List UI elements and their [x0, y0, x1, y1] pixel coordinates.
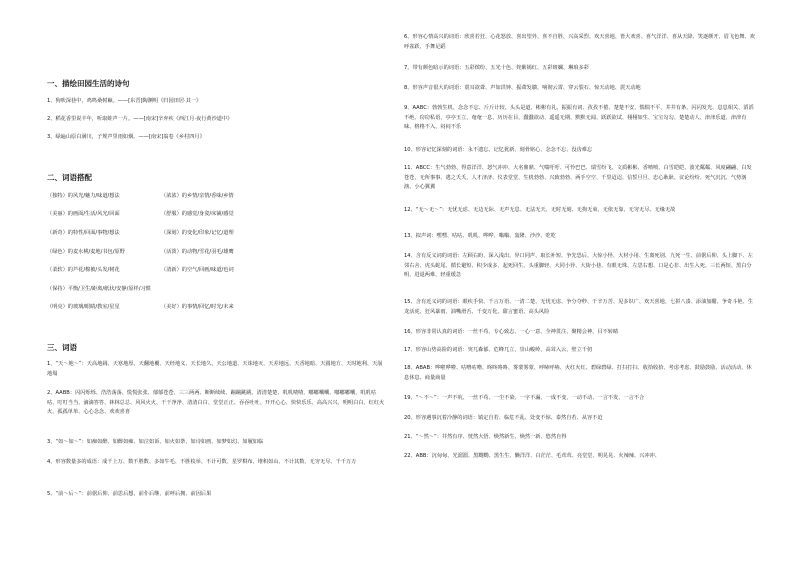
vocab-item: 5、“前～后～”：前倨后仰、前思后想、前仆后继、前呼后拥、前因后果 — [47, 491, 212, 497]
poem-line: 1、狗吠深巷中，鸡鸣桑树巅。——[东晋]陶渊明《归园田居·其一》 — [47, 98, 202, 104]
vocab-item: 9、AABC：勃勃生机、念念不忘、斤斤计较、头头是道、彬彬有礼、振振有词、孜孜不倦、楚楚不安、惴惴不平、井井有条、闪闪发光、息息相关、滔滔不绝、窃窃私语、亭亭玉立、奄奄一息、历历在目、蠢蠢欲动、遥遥无期、默默无闻、跃跃欲试、栩栩如生、宝宝勾勾、楚楚动人、津津乐道、津津有味、格格不入、闷闷不乐 — [404, 105, 754, 131]
vocab-item: 4、形容数量多的成语：成千上万、数不胜数、多如牛毛、不胜枚举、不计可数、星罗棋布、堆积如山、不计其数、无穷无尽、千千万万 — [47, 459, 357, 465]
vocab-item: 21、“～然～”：井然有序、恍然大悟、焕然新生、焕然一新、悠然自得 — [404, 434, 567, 440]
collocation-row — [47, 192, 234, 199]
collocation-a: （明亮）的玻璃/眼睛/教室/星星 — [47, 304, 120, 310]
collocation-row — [47, 229, 234, 236]
collocation-a: （美丽）的画面/生活/风光/回面 — [47, 211, 120, 217]
vocab-item: 16、形容非常认真的词语：一丝不苟、专心致志、一心一意、全神贯注、聚精会神、目不转睛 — [404, 329, 619, 335]
vocab-item: 11、ABCC：生气勃勃、得意洋洋、怒气冲冲、大名鼎鼎、气喘吁吁、可怜巴巴、瑞雪纷飞、文质彬彬、香喷喷、白雪皑皑、波光粼粼、风度翩翩、白发苍苍、无所事事、逃之夭夭、人才济济、仪表堂堂、生机勃勃、兴致勃勃、两手空空、千里迢迢、信誓旦旦、忠心耿耿、议论纷纷、死气沉沉、气势汹汹、小心翼翼 — [404, 165, 752, 191]
vocab-item: 15、含有近义词的词语：眼疾手快、千言万语、一清二楚、无忧无虑、争分夺秒、千辛万苦、见多识广、欢天喜地、七拼八凑、添油加醋、争奇斗艳、生龙活虎、狂风暴雨、油嘴滑舌、千变万化、甜言蜜语、高头风险 — [404, 299, 753, 315]
vocab-item: 8、形容声音很大的词语：震耳欲聋、声如洪钟、振聋发聩、响彻云霄、穿云裂石、惊天动地、震天动地 — [404, 85, 641, 91]
vocab-item: 10、形容记忆深刻的词语：永不遗忘、记忆犹新、刻骨铭心、念念不忘、没齿难忘 — [404, 147, 593, 153]
vocab-item: 17、形容山势高险的词语：突兀森郁、危峰兀立、崇山峻岭、高耸入云、壁立千仞 — [404, 347, 593, 353]
section-title-1: 一、描绘田园生活的诗句 — [47, 79, 130, 88]
vocab-item: 19、“～不～”：一声不吭、一丝不苟、一尘不染、一字不漏、一成不变、一动不动、一言不发、一言不合 — [404, 395, 645, 401]
collocation-row — [47, 303, 234, 310]
collocation-b: （深刻）的变化/印象/记忆/道理 — [161, 230, 234, 236]
vocab-item: 12、“无～无～”：无忧无虑、无边无际、无声无息、无法无天、无时无刻、无拘无束、无依无靠、无穷无尽、无缘无故 — [404, 207, 676, 213]
vocab-item: 1、“天～地～”：天高地阔、天寒地厚、天翻地覆、天经地义、天长地久、天公地道、天诛地灭、天差地远、天香地暗、天圆地方、天时地利、天崩地塌 — [47, 361, 383, 377]
collocation-row — [47, 210, 234, 217]
collocation-b: （活泼）的动物/雪花/羽毛/雄鹰 — [161, 249, 234, 255]
vocab-item: 6、形容心情高兴的词语：欣喜若狂、心花怒放、喜出望外、喜不自胜、兴高采烈、欢天喜地、皆大欢喜、喜气洋洋、喜从天降、笑逐颜开、眉飞色舞、欢呼雀跃、手舞足蹈 — [404, 34, 755, 50]
collocation-b: （舒服）的感觉/身姿/床铺/感觉 — [161, 211, 234, 217]
vocab-item: 18、ABAB：哗啦哗啦、咕噜咕噜、咚咚咚咚、雾蒙雾蒙、呼哧呼哧、火红火红、碧绿碧绿、打扫打扫、收拾收拾、考虑考虑、鼓励鼓励、活动活动、休息休息、商量商量 — [404, 365, 752, 381]
collocation-b: （美好）的事情/回忆/时光/未来 — [161, 304, 234, 310]
vocab-item: 3、“如～如～”：如痴如醉、如醉如痴、如泣如诉、如火如荼、如诗如画、如梦如幻、如履如临 — [47, 439, 264, 445]
vocab-item: 22、ABB：沉甸甸、光溜溜、黑黝黝、黑生生、懒洋洋、白茫茫、毛茸茸、亮堂堂、明晃晃、火辣辣、兴冲冲、 — [404, 453, 660, 459]
vocab-item: 2、AABB：闪闪烁烁、浩浩荡荡、慌慌张张、郁郁苍苍、三三两两、断断续续、蹦蹦跳跳、清清楚楚、叽叽喳喳、嘟嘟囔囔、嘟嘟嘟囔、叽叽咕咕、叮叮当当、滴滴答答、林林总总、风风火火、干干净净、清清白白、堂堂正正、吞吞吐吐、开开心心、快快乐乐、高高兴兴、明明白白、红红火火、孤孤单单、心心念念、欢欢喜喜 — [47, 390, 385, 416]
collocation-b: （浓浓）的乡情/亲情/香味/乡情 — [161, 193, 234, 199]
section-title-2: 二、词语搭配 — [47, 173, 92, 182]
collocation-b: （清新）的空气/回画/味道/也词 — [161, 267, 234, 273]
vocab-item: 14、含有反义词的词语：左顾右盼、深入浅出、异口同声、取长补短、争先恐后、大惊小怪、大材小用、生离死别、九死一生、前倨后仰、头上脚下、左邻右舍、虎头蛇尾、循长避短、积少成多、起死回生、头重脚轻、大同小异、大街小巷、有眼无珠、左思右想、口是心非、出生入死、三长两短、黑白分明、进退两难、轻重缓急 — [404, 253, 753, 279]
collocation-row — [47, 285, 151, 292]
collocation-row — [47, 266, 234, 273]
collocation-a: （新奇）的特性/回面/事物/想法 — [47, 230, 120, 236]
collocation-a: （柔软）的芦花/棉被/头发/树花 — [47, 267, 120, 273]
collocation-a: （绿色）的麦水桃/麦地/书包/原野 — [47, 249, 125, 255]
vocab-item: 13、拟声词：嘿嘿、咕咕、叽叽、哗哗、嗡嗡、轰隆、沙沙、吃吃 — [404, 233, 556, 239]
collocation-row — [47, 248, 234, 255]
vocab-item: 7、带有颜色暗示的词语：五彩缤纷、五光十色、姹紫嫣红、五彩斑斓、琳琅多彩 — [404, 65, 589, 71]
section-title-3: 三、词语 — [47, 343, 77, 352]
vocab-item: 20、形容遇事沉着冷静的词语：镇定自若、临危不乱、处变不惊、泰然自若、从容不迫 — [404, 415, 603, 421]
poem-line: 3、绿遍山原白满川，子规声里雨如烟。——[南宋]翁卷《乡村四月》 — [47, 134, 205, 140]
collocation-a: （独特）的风光/魅力/味道/想法 — [47, 193, 120, 199]
collocation-a: （保持）平衡/卫生/距离/纸状/安静/原样/习惯 — [47, 286, 151, 292]
poem-line: 2、稻花香里说丰年，听取蛙声一片。——[南宋]辛弃疾《西江月·夜行黄沙道中》 — [47, 116, 233, 122]
